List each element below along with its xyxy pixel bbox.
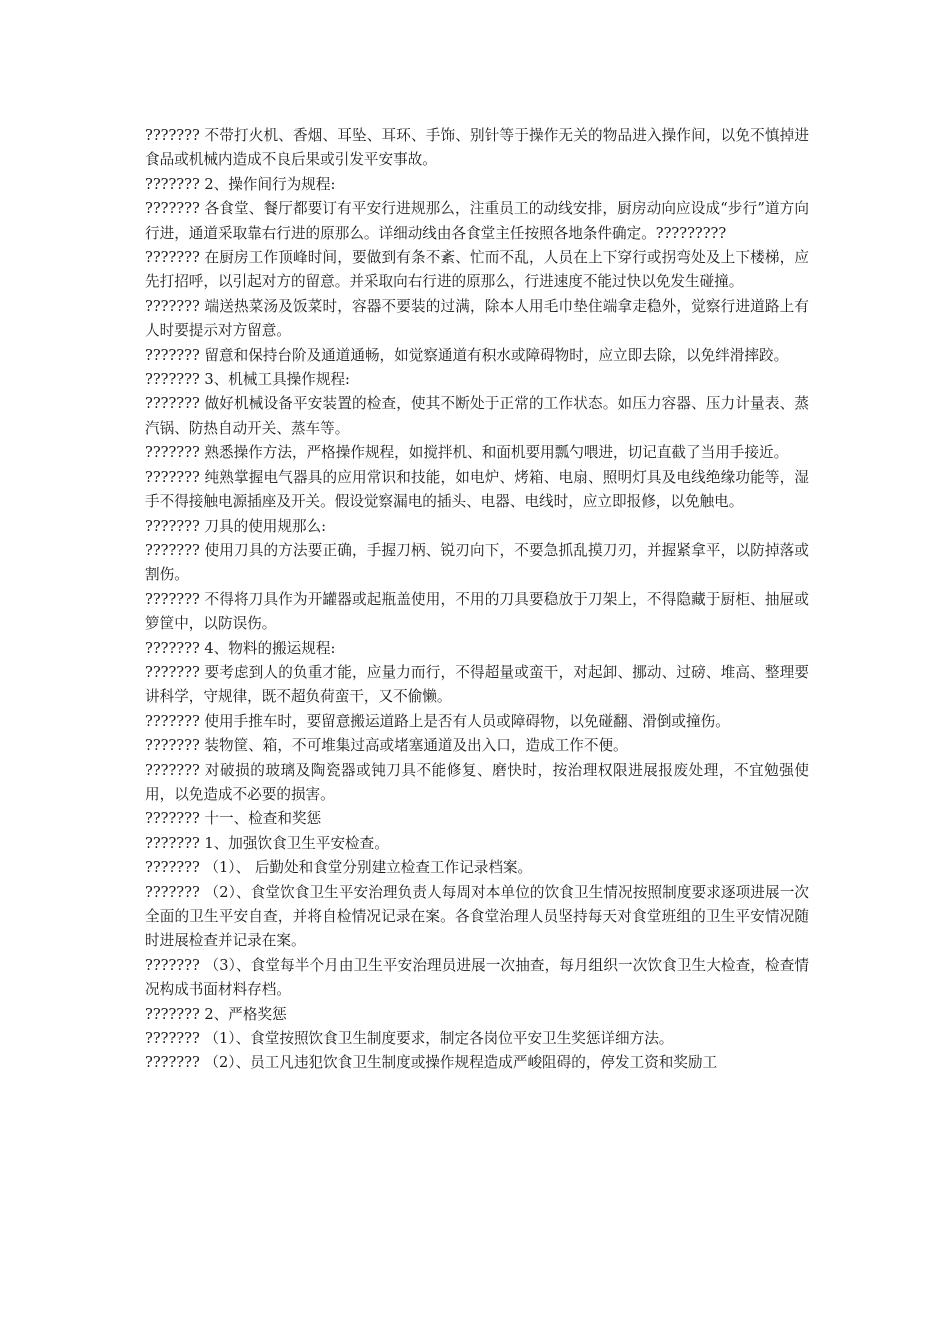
paragraph: ??????? 不得将刀具作为开罐器或起瓶盖使用，不用的刀具要稳放于刀架上，不得隐藏于厨柜、抽屉或箩筐中，以防误伤。	[145, 590, 809, 633]
section-heading: ??????? 十一、检查和奖惩	[145, 810, 322, 828]
section-heading: ??????? 1、加强饮食卫生平安检查。	[145, 834, 389, 852]
section-heading: ??????? 3、机械工具操作规程:	[145, 371, 350, 389]
section-heading: ??????? 刀具的使用规那么:	[145, 517, 327, 535]
paragraph: ??????? 在厨房工作顶峰时间，要做到有条不紊、忙而不乱，人员在上下穿行或拐弯处及上下楼梯，应先打招呼，以引起对方的留意。并采取向右行进的原那么，行进速度不能过快以免发生碰撞。	[145, 249, 809, 291]
paragraph: ??????? 纯熟掌握电气器具的应用常识和技能，如电炉、烤箱、电扇、照明灯具及电线绝缘功能等，湿手不得接触电源插座及开关。假设觉察漏电的插头、电器、电线时，应立即报修，以免触电。	[145, 468, 809, 511]
section-heading: ??????? 4、物料的搬运规程:	[145, 639, 336, 657]
paragraph: ??????? 对破损的玻璃及陶瓷器或钝刀具不能修复、磨快时，按治理权限进展报废处理，不宜勉强使用，以免造成不必要的损害。	[145, 761, 809, 803]
document-body	[145, 124, 809, 1076]
paragraph: ??????? 使用刀具的方法要正确，手握刀柄、锐刃向下，不要急抓乱摸刀刃，并握紧拿平，以防掉落或割伤。	[145, 541, 809, 584]
paragraph: ??????? （2）、食堂饮食卫生平安治理负责人每周对本单位的饮食卫生情况按照制度要求逐项进展一次全面的卫生平安自查，并将自检情况记录在案。各食堂治理人员坚持每天对食堂班组的卫生平安情况随时进展检查并记录在案。	[145, 883, 809, 950]
section-heading: ??????? 2、严格奖惩	[145, 1005, 287, 1023]
paragraph: ??????? （1）、食堂按照饮食卫生制度要求，制定各岗位平安卫生奖惩详细方法。	[145, 1030, 674, 1048]
paragraph: ??????? 装物筐、箱，不可堆集过高或堵塞通道及出入口，造成工作不便。	[145, 737, 628, 755]
paragraph: ??????? （3）、食堂每半个月由卫生平安治理员进展一次抽查，每月组织一次饮食卫生大检查，检查情况构成书面材料存档。	[145, 956, 809, 999]
paragraph: ??????? 要考虑到人的负重才能，应量力而行，不得超量或蛮干，对起卸、挪动、过磅、堆高、整理要讲科学，守规律，既不超负荷蛮干，又不偷懒。	[145, 663, 809, 706]
paragraph: ??????? （1）、 后勤处和食堂分别建立检查工作记录档案。	[145, 859, 533, 877]
paragraph: ??????? 留意和保持台阶及通道通畅，如觉察通道有积水或障碍物时，应立即去除，以免绊滑摔跤。	[145, 346, 789, 364]
paragraph: ??????? 不带打火机、香烟、耳坠、耳环、手饰、别针等于操作无关的物品进入操作间，以免不慎掉进食品或机械内造成不良后果或引发平安事故。	[145, 127, 809, 169]
paragraph: ??????? 各食堂、餐厅都要订有平安行进规那么，注重员工的动线安排，厨房动向应设成“步行”道方向行进，通道采取靠右行进的原那么。详细动线由各食堂主任按照各地条件确定。?????????	[145, 200, 809, 242]
paragraph: ??????? 使用手推车时，要留意搬运道路上是否有人员或障碍物，以免碰翻、滑倒或撞伤。	[145, 712, 730, 730]
paragraph: ??????? （2）、员工凡违犯饮食卫生制度或操作规程造成严峻阻碍的，停发工资和奖励工	[145, 1054, 718, 1072]
paragraph: ??????? 做好机械设备平安装置的检查，使其不断处于正常的工作状态。如压力容器、压力计量表、蒸汽锅、防热自动开关、蒸车等。	[145, 395, 809, 437]
section-heading: ??????? 2、操作间行为规程:	[145, 175, 336, 193]
paragraph: ??????? 熟悉操作方法，严格操作规程，如搅拌机、和面机要用瓢勺喂进，切记直截了当用手接近。	[145, 444, 789, 462]
paragraph: ??????? 端送热菜汤及饭菜时，容器不要装的过满，除本人用毛巾垫住端拿走稳外，觉察行进道路上有人时要提示对方留意。	[145, 297, 809, 340]
